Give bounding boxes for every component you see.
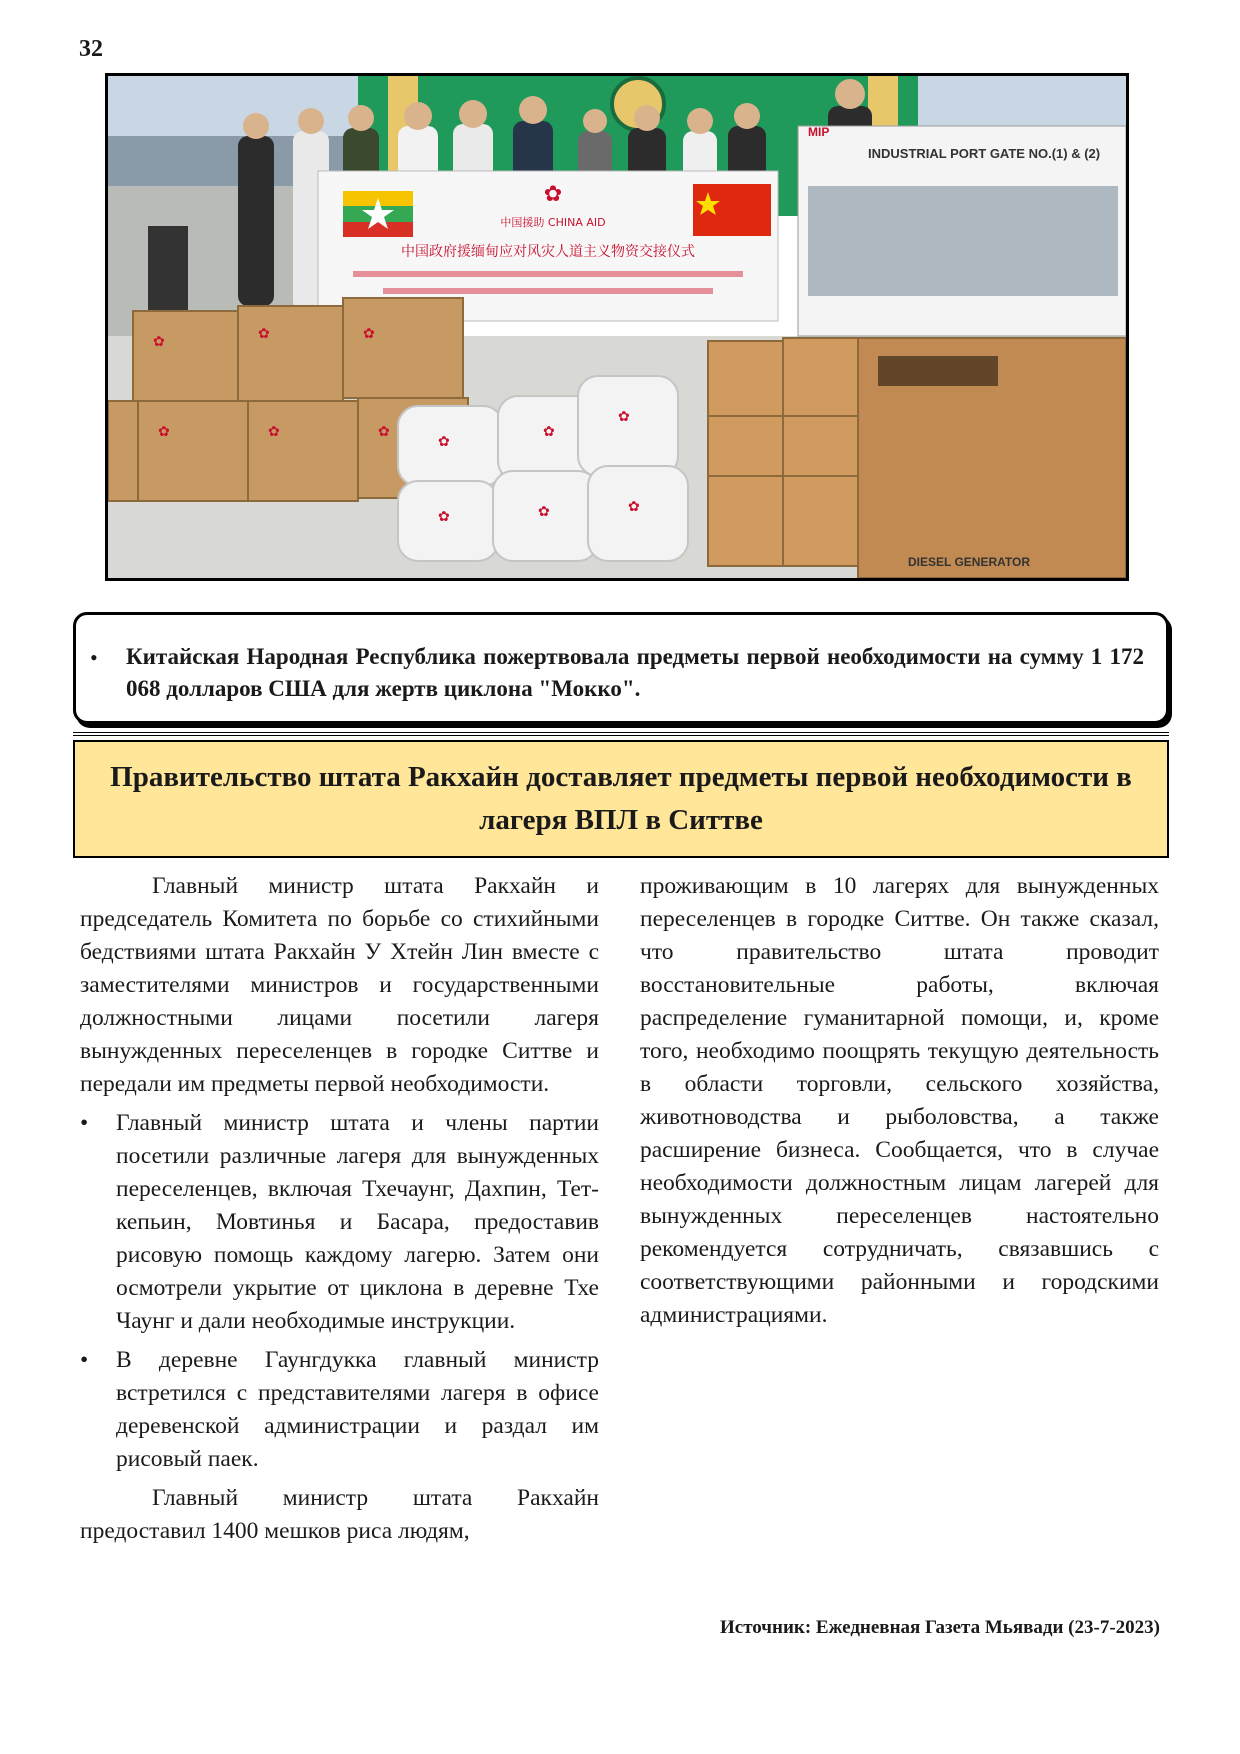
photo-caption: Китайская Народная Республика пожертвовала предметы первой необходимости на сумму 1 172 068 долларов США для жертв циклона "Мокко".: [126, 644, 1144, 701]
caption-bullet: •: [90, 645, 98, 670]
article-headline: Правительство штата Ракхайн доставляет предметы первой необходимости в лагеря ВПЛ в Ситтве: [73, 740, 1169, 858]
list-item: • Главный министр штата и члены партии посетили различные лагеря для вынужденных переселенцев, включая Тхечаунг, Дахпин, Тет-кепьин, Мовтинья и Басара, предоставив рисовую помощь каждому лагерю. Затем они осмотрели укрытие от циклона в деревне Тхе Чаунг и дали необходимые инструкции.: [80, 1110, 599, 1334]
svg-text:✿: ✿: [363, 325, 375, 341]
article-intro: Главный министр штата Ракхайн и председатель Комитета по борьбе со стихийными бедствиями штата Ракхайн У Хтейн Лин вместе с заместителями министров и государственными должностными лицами посетили лагеря вынужденных переселенцев в городке Ситтве и передали им предметы первой необходимости.: [80, 873, 599, 1097]
article-source: Источник: Ежедневная Газета Мьявади (23-7-2023): [720, 1617, 1160, 1638]
ceremony-photo: [105, 73, 1129, 581]
list-item: • В деревне Гаунгдукка главный министр встретился с представителями лагеря в офисе деревенской администрации и раздал им рисовый паек.: [80, 1347, 599, 1472]
page-number: 32: [79, 36, 103, 62]
article-headline-box: [73, 732, 1169, 862]
svg-text:✿: ✿: [538, 503, 550, 519]
photo-caption-box: [73, 612, 1169, 724]
svg-text:✿: ✿: [543, 423, 555, 439]
svg-text:✿: ✿: [158, 423, 170, 439]
svg-text:✿: ✿: [618, 408, 630, 424]
banner-logo: 中国援助 CHINA AID: [500, 216, 606, 229]
generator-box-label: DIESEL GENERATOR: [908, 555, 1031, 569]
article-bullet-list: [80, 1107, 599, 1476]
svg-text:✿: ✿: [438, 433, 450, 449]
svg-text:✿: ✿: [543, 181, 563, 206]
svg-text:✿: ✿: [258, 325, 270, 341]
article-paragraph-continued: Главный министр штата Ракхайн предоставил 1400 мешков риса людям,: [80, 1485, 599, 1544]
svg-text:✿: ✿: [628, 498, 640, 514]
svg-text:✿: ✿: [268, 423, 280, 439]
svg-text:✿: ✿: [438, 508, 450, 524]
svg-text:✿: ✿: [153, 333, 165, 349]
sign-text: INDUSTRIAL PORT GATE NO.(1) & (2): [868, 146, 1101, 161]
article-column-left: [80, 870, 599, 1548]
article-paragraph-continuation: проживающим в 10 лагерях для вынужденных переселенцев в городке Ситтве. Он также сказал, что правительство штата проводит восстановительные работы, включая распределение гуманитарной помощи, и, кроме того, необходимо поощрять текущую деятельность в области торговли, сельского хозяйства, животноводства и рыболовства, а также расширение бизнеса. Сообщается, что в случае необходимости должностным лицам лагерей для вынужденных переселенцев настоятельно рекомендуется сотрудничать, связавшись с соответствующими районными и городскими администрациями.: [640, 873, 1159, 1328]
article-column-right: [640, 870, 1159, 1332]
sign-logo: MIP: [808, 125, 830, 139]
svg-text:✿: ✿: [378, 423, 390, 439]
banner-title: 中国政府援缅甸应对风灾人道主义物资交接仪式: [401, 244, 695, 260]
